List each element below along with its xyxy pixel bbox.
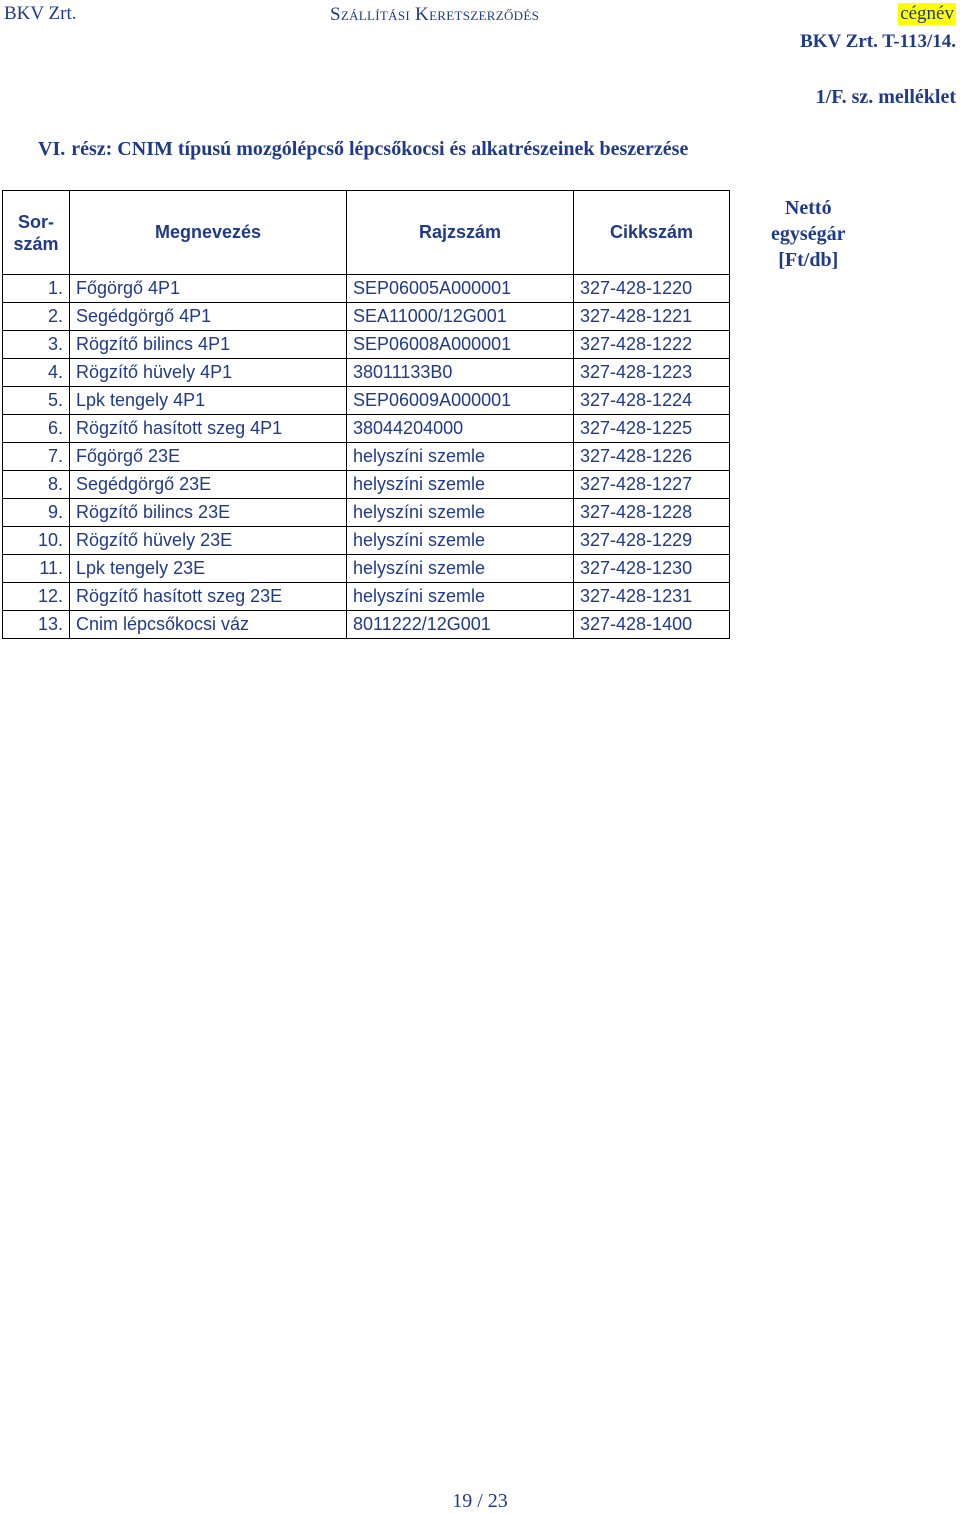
cell-net-unit-price [730,611,887,639]
page-number: 19 / 23 [452,1490,508,1512]
cell-serial-no: 5. [3,387,70,415]
cell-drawing-no: SEP06008A000001 [347,331,574,359]
contract-number: BKV Zrt. T-113/14. [800,31,956,52]
cell-name: Lpk tengely 4P1 [70,387,347,415]
table-row [3,443,887,471]
header-price-line1: Nettó [784,196,832,219]
cell-name: Cnim lépcsőkocsi váz [70,611,347,639]
table-row [3,583,887,611]
cell-article-no: 327-428-1228 [574,499,730,527]
header-doc-title: Szállítási Keretszerződés [330,4,540,25]
cell-drawing-no: helyszíni szemle [347,471,574,499]
cell-net-unit-price [730,471,887,499]
cell-drawing-no: SEP06005A000001 [347,275,574,303]
header-serial-no-line2: szám [13,233,59,254]
table-row [3,527,887,555]
cell-drawing-no: helyszíni szemle [347,443,574,471]
cell-drawing-no: helyszíni szemle [347,583,574,611]
header-net-unit-price [730,191,887,275]
cell-serial-no: 6. [3,415,70,443]
cell-name: Rögzítő hüvely 23E [70,527,347,555]
header-drawing-no: Rajzszám [347,191,574,275]
header-price-line2: egységár [771,222,846,245]
cell-drawing-no: 8011222/12G001 [347,611,574,639]
table-row [3,387,887,415]
table-row [3,611,887,639]
cell-serial-no: 11. [3,555,70,583]
cell-article-no: 327-428-1223 [574,359,730,387]
cell-serial-no: 13. [3,611,70,639]
cell-name: Lpk tengely 23E [70,555,347,583]
cell-drawing-no: helyszíni szemle [347,527,574,555]
cell-drawing-no: 38011133B0 [347,359,574,387]
cell-net-unit-price [730,359,887,387]
cell-article-no: 327-428-1220 [574,275,730,303]
header-price-line3: [Ft/db] [778,248,839,271]
cell-net-unit-price [730,527,887,555]
cell-serial-no: 2. [3,303,70,331]
cell-article-no: 327-428-1226 [574,443,730,471]
header-article-no: Cikkszám [574,191,730,275]
table-row [3,331,887,359]
cell-serial-no: 9. [3,499,70,527]
cell-net-unit-price [730,387,887,415]
header-company: BKV Zrt. [4,3,77,24]
cell-drawing-no: 38044204000 [347,415,574,443]
cell-article-no: 327-428-1224 [574,387,730,415]
cell-name: Segédgörgő 4P1 [70,303,347,331]
cell-net-unit-price [730,443,887,471]
cell-net-unit-price [730,583,887,611]
cell-net-unit-price [730,415,887,443]
cell-drawing-no: SEP06009A000001 [347,387,574,415]
table-header-row [3,191,887,275]
table-row [3,415,887,443]
cell-serial-no: 3. [3,331,70,359]
cell-name: Segédgörgő 23E [70,471,347,499]
cell-serial-no: 7. [3,443,70,471]
table-row [3,499,887,527]
header-serial-no-line1: Sor- [18,211,54,232]
cell-net-unit-price [730,555,887,583]
cell-drawing-no: helyszíni szemle [347,499,574,527]
cell-article-no: 327-428-1225 [574,415,730,443]
header-name: Megnevezés [70,191,347,275]
cell-name: Főgörgő 23E [70,443,347,471]
cell-name: Rögzítő hasított szeg 4P1 [70,415,347,443]
table-row [3,555,887,583]
annex-label: 1/F. sz. melléklet [815,86,956,108]
cell-net-unit-price [730,275,887,303]
cell-drawing-no: helyszíni szemle [347,555,574,583]
section-label: VI. [38,138,66,160]
table-row [3,471,887,499]
cell-article-no: 327-428-1227 [574,471,730,499]
table-row [3,359,887,387]
items-table [2,190,887,639]
cell-serial-no: 1. [3,275,70,303]
cell-serial-no: 4. [3,359,70,387]
section-title [38,138,688,161]
cell-serial-no: 8. [3,471,70,499]
section-title-text: rész: CNIM típusú mozgólépcső lépcsőkocsi és alkatrészeinek beszerzése [71,138,689,160]
cell-article-no: 327-428-1222 [574,331,730,359]
cell-serial-no: 10. [3,527,70,555]
header-serial-no [3,191,70,275]
cell-article-no: 327-428-1230 [574,555,730,583]
cell-serial-no: 12. [3,583,70,611]
table-row [3,275,887,303]
cell-name: Rögzítő bilincs 4P1 [70,331,347,359]
cell-article-no: 327-428-1221 [574,303,730,331]
cell-article-no: 327-428-1229 [574,527,730,555]
cell-net-unit-price [730,499,887,527]
cell-article-no: 327-428-1400 [574,611,730,639]
cell-name: Rögzítő hasított szeg 23E [70,583,347,611]
cell-name: Rögzítő bilincs 23E [70,499,347,527]
cell-net-unit-price [730,303,887,331]
cell-net-unit-price [730,331,887,359]
cell-name: Rögzítő hüvely 4P1 [70,359,347,387]
cell-article-no: 327-428-1231 [574,583,730,611]
header-placeholder: cégnév [900,3,954,24]
table-row [3,303,887,331]
cell-name: Főgörgő 4P1 [70,275,347,303]
cell-drawing-no: SEA11000/12G001 [347,303,574,331]
